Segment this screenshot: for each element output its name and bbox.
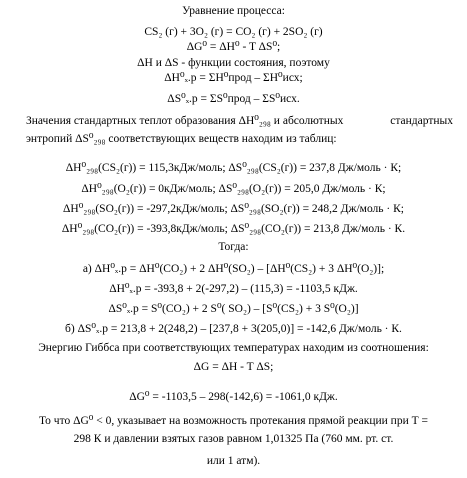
conclusion-line-1: То что ΔG⁰ < 0, указывает на возможность протекания прямой реакции при Т =: [39, 415, 428, 427]
enthalpy-reaction-result: ΔH⁰ₓ.р = -393,8 + 2(-297,2) – (115,3) = -1103,5 кДж.: [109, 283, 358, 295]
table-values-intro-tail: стандартных: [390, 115, 453, 127]
entropy-sum-formula: ΔS⁰ₓ.р = ΣS⁰прод – ΣS⁰исх.: [167, 93, 300, 105]
gibbs-formula: ΔG⁰ = ΔH⁰ - T ΔS⁰;: [186, 41, 281, 53]
gibbs-intro-line: Энергию Гиббса при соответствующих температурах находим из соотношения:: [38, 342, 429, 354]
data-co2: ΔH⁰₂₉₈(CO₂(г)) = -393,8кДж/моль; ΔS⁰₂₉₈(CO₂(г)) = 213,8 Дж/моль · К.: [61, 223, 406, 235]
entropy-reaction-result: б) ΔS⁰ₓ.р = 213,8 + 2(248,2) – [237,8 + 3(205,0)] = -142,6 Дж/моль · К.: [65, 323, 402, 335]
reaction-equation: CS₂ (г) + 3O₂ (г) = CO₂ (г) + 2SO₂ (г): [144, 26, 323, 38]
table-values-intro-line: [26, 114, 453, 128]
gibbs-relation: ΔG = ΔH - T ΔS;: [193, 361, 274, 373]
entropy-intro-line: энтропий ΔS⁰₂₉₈ соответствующих веществ находим из таблиц:: [26, 133, 337, 145]
enthalpy-reaction-formula: а) ΔH⁰ₓ.р = ΔH⁰(CO₂) + 2 ΔH⁰(SO₂) – [ΔH⁰(CS₂) + 3 ΔH⁰(O₂)];: [82, 263, 385, 275]
state-functions-line: ΔH и ΔS - функции состояния, поэтому: [137, 57, 330, 69]
enthalpy-sum-formula: ΔH⁰ₓ.р = ΣH⁰прод – ΣH⁰исх;: [164, 72, 303, 84]
gibbs-result: ΔG⁰ = -1103,5 – 298(-142,6) = -1061,0 кДж.: [129, 391, 338, 403]
data-cs2: ΔH⁰₂₉₈(CS₂(г)) = 115,3кДж/моль; ΔS⁰₂₉₈(CS₂(г)) = 237,8 Дж/моль · К;: [65, 162, 402, 174]
data-so2: ΔH⁰₂₉₈(SO₂(г)) = -297,2кДж/моль; ΔS⁰₂₉₈(SO₂(г)) = 248,2 Дж/моль · К;: [63, 203, 404, 215]
entropy-reaction-formula: ΔS⁰ₓ.р = S⁰(CO₂) + 2 S⁰( SO₂) – [S⁰(CS₂) + 3 S⁰(O₂)]: [108, 303, 359, 315]
data-o2: ΔH⁰₂₉₈(O₂(г)) = 0кДж/моль; ΔS⁰₂₉₈(O₂(г)) = 205,0 Дж/моль · К;: [81, 183, 386, 195]
conclusion-line-2: 298 К и давлении взятых газов равном 1,01325 Па (760 мм. рт. ст.: [73, 433, 394, 445]
table-values-intro-text: Значения стандартных теплот образования ΔH⁰₂₉₈ и абсолютных: [26, 115, 344, 127]
conclusion-line-3: или 1 атм).: [206, 455, 261, 467]
heading-process-equation: Уравнение процесса:: [182, 5, 285, 17]
then-label: Тогда:: [218, 241, 249, 253]
